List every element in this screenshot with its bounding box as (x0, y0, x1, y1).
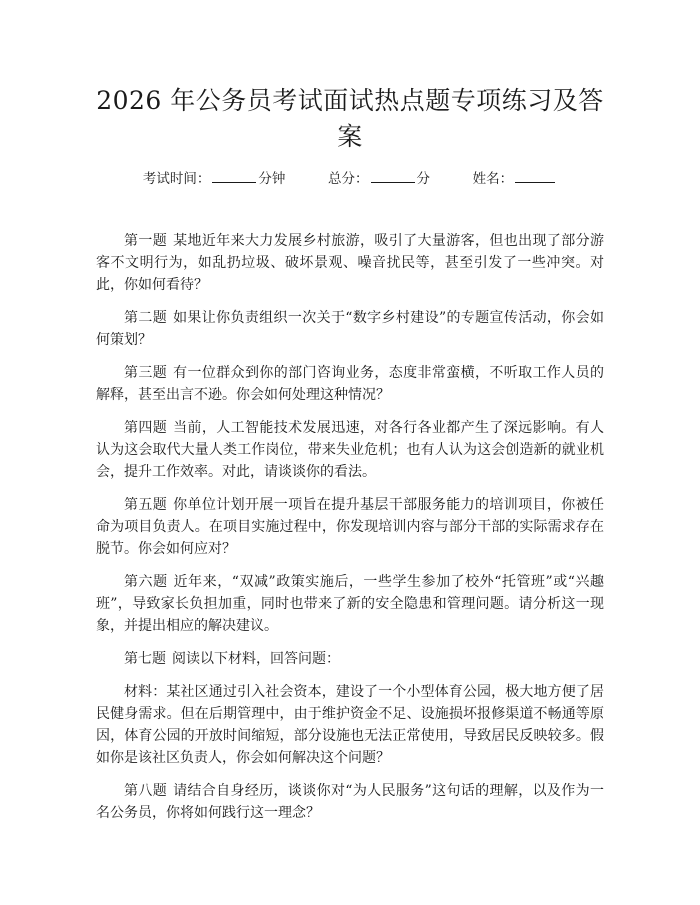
exam-meta-line (0, 168, 700, 189)
question-text: 有一位群众到你的部门咨询业务，态度非常蛮横，不听取工作人员的解释，甚至出言不逊。你会如何处理这种情况？ (96, 365, 604, 403)
question-text: 某地近年来大力发展乡村旅游，吸引了大量游客，但也出现了部分游客不文明行为，如乱扔垃圾、破坏景观、噪音扰民等，甚至引发了一些冲突。对此，你如何看待？ (96, 233, 604, 293)
question-list (96, 230, 604, 835)
name-blank (515, 168, 555, 183)
question-5 (96, 494, 604, 560)
question-text: 如果让你负责组织一次关于“数字乡村建设”的专题宣传活动，你会如何策划？ (96, 310, 604, 348)
total-score-label: 总分： (328, 171, 369, 187)
question-6 (96, 571, 604, 637)
exam-time-unit: 分钟 (258, 171, 286, 187)
question-text: 请结合自身经历，谈谈你对“为人民服务”这句话的理解，以及作为一名公务员，你将如何践行这一理念？ (96, 783, 604, 821)
question-label: 第三题 (124, 365, 168, 381)
name-label: 姓名： (472, 171, 514, 187)
question-text: 当前，人工智能技术发展迅速，对各行各业都产生了深远影响。有人认为这会取代大量人类工作岗位，带来失业危机；也有人认为这会创造新的就业机会，提升工作效率。对此，请谈谈你的看法。 (96, 420, 604, 480)
question-label: 第六题 (124, 574, 168, 590)
material-text: 材料：某社区通过引入社会资本，建设了一个小型体育公园，极大地方便了居民健身需求。但在后期管理中，由于维护资金不足、设施损坏报修渠道不畅通等原因，体育公园的开放时间缩短，部分设施也无法正常使用，导致居民反映较多。假如你是该社区负责人，你会如何解决这个问题？ (96, 684, 604, 766)
question-label: 第八题 (124, 783, 168, 799)
question-label: 第七题 (124, 651, 166, 667)
question-label: 第二题 (124, 310, 168, 326)
question-1 (96, 230, 604, 296)
question-3 (96, 362, 604, 406)
exam-time-blank (212, 168, 256, 183)
question-text: 你单位计划开展一项旨在提升基层干部服务能力的培训项目，你被任命为项目负责人。在项目实施过程中，你发现培训内容与部分干部的实际需求存在脱节。你会如何应对？ (96, 497, 604, 557)
total-score-unit: 分 (416, 171, 430, 187)
question-7-material (96, 681, 604, 769)
total-score-field (328, 168, 430, 189)
exam-time-label: 考试时间： (142, 171, 211, 187)
question-7 (96, 648, 604, 670)
document-title: 2026 年公务员考试面试热点题专项练习及答案 (96, 86, 604, 151)
question-8 (96, 780, 604, 824)
question-label: 第四题 (124, 420, 168, 436)
question-text: 阅读以下材料，回答问题： (172, 651, 340, 667)
question-4 (96, 417, 604, 483)
total-score-blank (371, 168, 415, 183)
question-text: 近年来，“双减”政策实施后，一些学生参加了校外“托管班”或“兴趣班”，导致家长负担加重，同时也带来了新的安全隐患和管理问题。请分析这一现象，并提出相应的解决建议。 (96, 574, 604, 634)
question-label: 第五题 (124, 497, 168, 513)
exam-time-field (143, 168, 286, 189)
question-label: 第一题 (124, 233, 168, 249)
name-field (473, 168, 558, 189)
question-2 (96, 307, 604, 351)
